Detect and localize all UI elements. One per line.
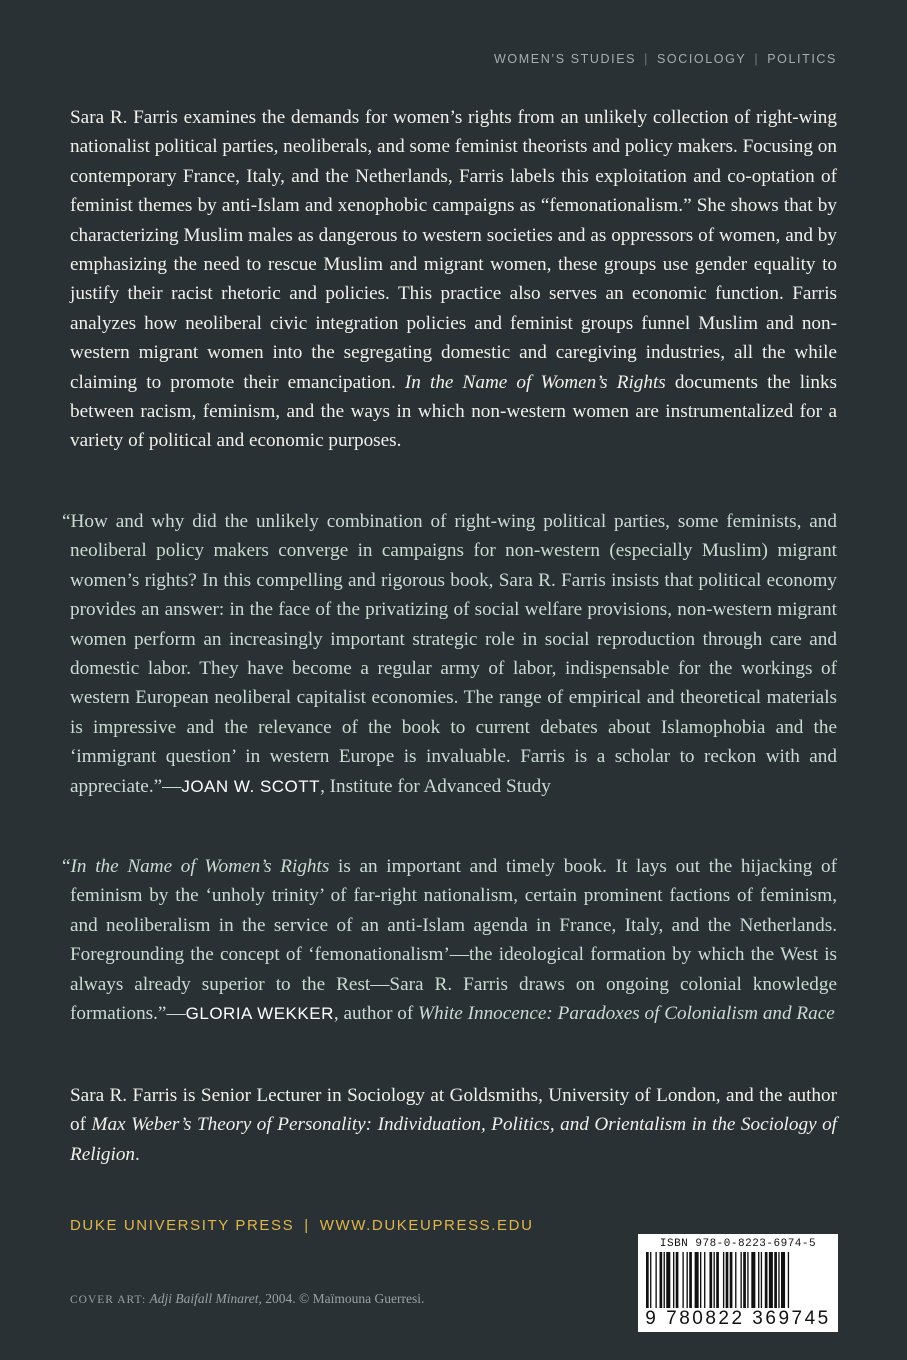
- category-separator: |: [644, 52, 649, 66]
- barcode-bar: [689, 1252, 692, 1308]
- barcode-bar: [695, 1252, 699, 1308]
- author-bio: [70, 1081, 837, 1169]
- isbn-label: ISBN 978-0-8223-6974-5: [659, 1238, 817, 1250]
- barcode-bar: [735, 1252, 736, 1308]
- barcode-bar: [723, 1252, 724, 1308]
- category-politics: POLITICS: [767, 52, 837, 66]
- barcode-bar: [655, 1252, 656, 1308]
- publisher-separator: |: [304, 1217, 310, 1234]
- barcode-bar: [682, 1252, 683, 1308]
- barcode-bar: [743, 1252, 746, 1308]
- barcode-bar: [758, 1252, 759, 1308]
- description-book-title: In the Name of Women’s Rights: [404, 371, 666, 393]
- category-separator: |: [754, 52, 760, 66]
- barcode-bar: [709, 1252, 712, 1308]
- barcode-bar: [769, 1252, 773, 1308]
- publisher-line: [70, 1217, 534, 1234]
- barcode-bar: [765, 1252, 768, 1308]
- endorser-affiliation: , author of: [333, 1003, 419, 1025]
- bio-book-title: Max Weber’s Theory of Personality: Individuation, Politics, and Orientalism in the Sociology of Religion: [70, 1114, 838, 1165]
- barcode-bar: [747, 1252, 748, 1308]
- barcode-bar: [664, 1252, 665, 1308]
- barcode-bar: [646, 1252, 649, 1308]
- endorsement-book-title: In the Name of Women’s Rights: [70, 856, 330, 877]
- barcode-bar: [778, 1252, 779, 1308]
- barcode-bar: [666, 1252, 670, 1308]
- book-description: [70, 103, 837, 456]
- cover-art-title: Adji Baifall Minaret: [149, 1291, 259, 1306]
- endorsement-scott: [62, 507, 837, 801]
- endorser-affiliation: , Institute for Advanced Study: [320, 775, 551, 797]
- barcode-bar: [751, 1252, 755, 1308]
- cover-art-label: COVER ART:: [70, 1294, 147, 1306]
- endorsement-text: is an important and timely book. It lays out the hijacking of feminism by the ‘unholy trinity’ of far-right nationalism, certain prominent factions of feminism, and neoliberalism in the service of an anti-Islam agenda in France, Italy, and the Netherlands. Foregrounding the concept of ‘femonationalism’—the ideological formation by which the West is always already superior to the Rest—Sara R. Farris draws on ongoing colonial knowledge formations.”—: [70, 856, 837, 1025]
- endorsement-text: “How and why did the unlikely combination of right-wing political parties, some feminists, and neoliberal policy makers converge in campaigns for non-western (especially Muslim) migrant women’s rights? In this compelling and rigorous book, Sara R. Farris insists that political economy provides an answer: in the face of the privatizing of social welfare provisions, non-western migrant women perform an increasingly important strategic role in social reproduction through care and domestic labor. They have become a regular army of labor, indispensable for the workings of western European neoliberal capitalist economies. The range of empirical and theoretical materials is impressive and the relevance of the book to current debates about Islamophobia and the ‘immigrant question’ in western Europe is invaluable. Farris is a scholar to reckon with and appreciate.”—: [62, 511, 837, 797]
- barcode-bar: [730, 1252, 733, 1308]
- cover-art-credit: [70, 1291, 424, 1307]
- barcode-bars: [646, 1252, 830, 1308]
- open-quote: “: [62, 856, 71, 877]
- barcode-bar: [673, 1252, 674, 1308]
- bio-end: .: [135, 1143, 140, 1165]
- barcode-digits: 9 780822 369745: [645, 1308, 831, 1329]
- isbn-barcode: [638, 1234, 838, 1332]
- barcode-bar: [788, 1252, 789, 1308]
- bio-text: Sara R. Farris is Senior Lecturer in Sociology at Goldsmiths, University of London, and the author of: [70, 1085, 837, 1136]
- barcode-bar: [761, 1252, 762, 1308]
- barcode-bar: [700, 1252, 701, 1308]
- barcode-bar: [676, 1252, 679, 1308]
- barcode-bar: [650, 1252, 651, 1308]
- endorser-book-title: White Innocence: Paradoxes of Colonialism and Race: [418, 1003, 835, 1025]
- description-text: Sara R. Farris examines the demands for women’s rights from an unlikely collection of right-wing nationalist political parties, neoliberals, and some feminist theorists and policy makers. Focusing on contemporary France, Italy, and the Netherlands, Farris labels this exploitation and co-optation of feminist themes by anti-Islam and xenophobic campaigns as “femonationalism.” She shows that by characterizing Muslim males as dangerous to western societies and as oppressors of women, and by emphasizing the need to rescue Muslim and migrant women, these groups use gender equality to justify their racist rhetoric and policies. This practice also serves an economic function. Farris analyzes how neoliberal civic integration policies and feminist groups funnel Muslim and non-western migrant women into the segregating domestic and caregiving industries, all the while claiming to promote their emancipation.: [70, 107, 837, 393]
- barcode-bar: [660, 1252, 663, 1308]
- barcode-bar: [781, 1252, 785, 1308]
- barcode-bar: [726, 1252, 729, 1308]
- publisher-name: DUKE UNIVERSITY PRESS: [70, 1217, 295, 1234]
- cover-art-rest: , 2004. © Maïmouna Guerresi.: [258, 1291, 425, 1306]
- category-sociology: SOCIOLOGY: [656, 52, 747, 66]
- endorsement-wekker: [62, 852, 837, 1028]
- barcode-bar: [741, 1252, 742, 1308]
- subject-categories: [494, 52, 837, 66]
- barcode-bar: [774, 1252, 777, 1308]
- publisher-url: WWW.DUKEUPRESS.EDU: [319, 1217, 534, 1234]
- barcode-bar: [704, 1252, 705, 1308]
- barcode-bar: [716, 1252, 719, 1308]
- endorser-name: GLORIA WEKKER: [185, 1004, 334, 1024]
- barcode-bar: [687, 1252, 688, 1308]
- description-text-end: documents the links between racism, feminism, and the ways in which non-western women are instrumentalized for a variety of political and economic purposes.: [70, 371, 838, 452]
- endorser-name: JOAN W. SCOTT: [181, 776, 321, 796]
- category-womens-studies: WOMEN’S STUDIES: [494, 52, 637, 66]
- barcode-bar: [714, 1252, 715, 1308]
